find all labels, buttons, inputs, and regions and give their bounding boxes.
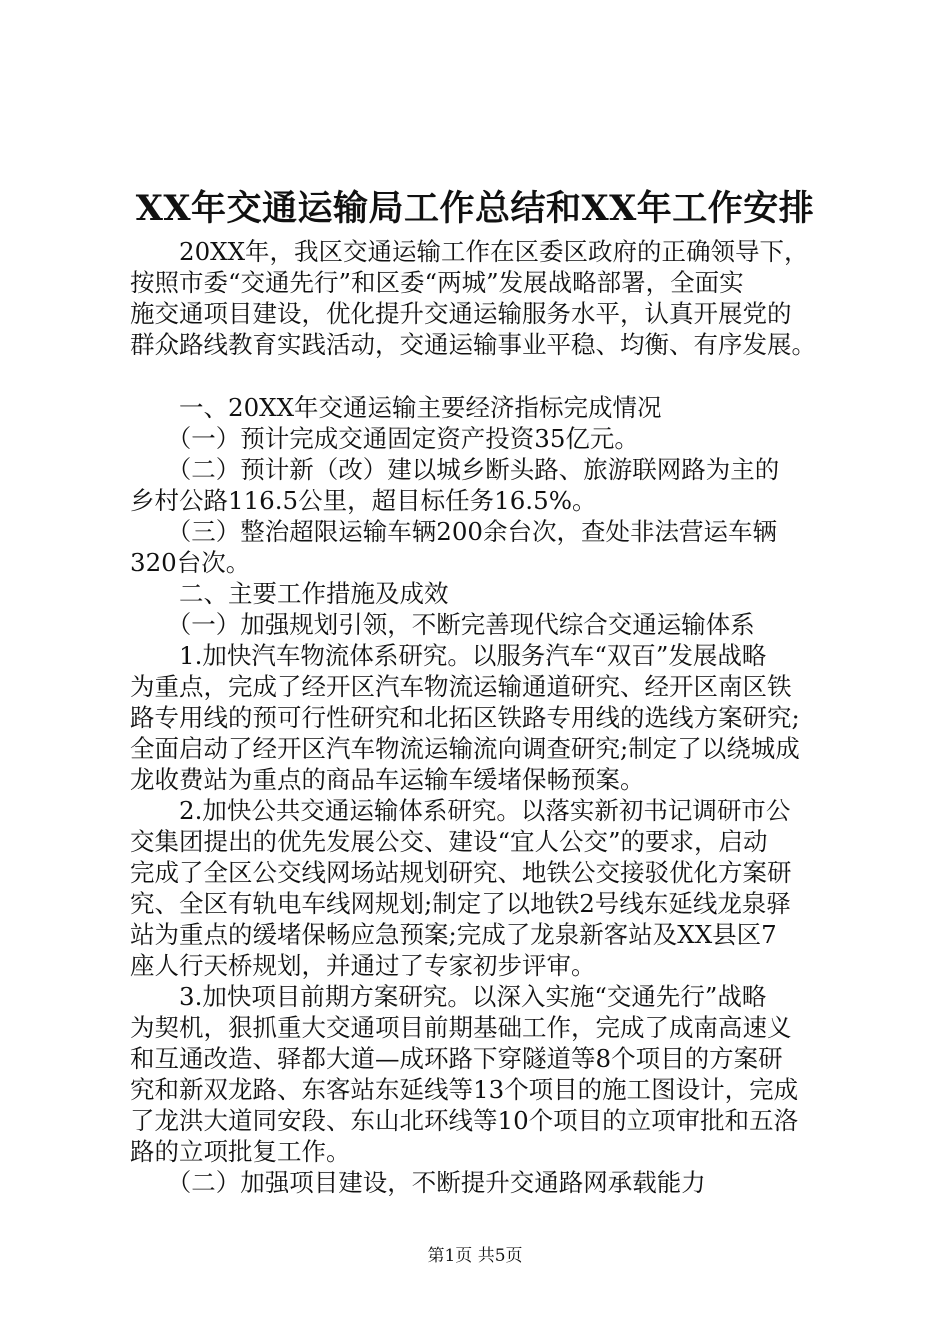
text-line: 究、全区有轨电车线网规划;制定了以地铁2号线东延线龙泉驿 <box>130 889 791 918</box>
text-line: 了龙洪大道同安段、东山北环线等10个项目的立项审批和五洛 <box>130 1106 799 1135</box>
section-heading: 二、主要工作措施及成效 <box>130 579 449 608</box>
text-line: 为重点，完成了经开区汽车物流运输通道研究、经开区南区铁 <box>130 672 792 701</box>
text-line: 交集团提出的优先发展公交、建设“宜人公交”的要求，启动 <box>130 827 768 856</box>
text-line: 座人行天桥规划，并通过了专家初步评审。 <box>130 951 596 980</box>
body-section <box>130 392 830 1198</box>
text-line: 和互通改造、驿都大道—成环路下穿隧道等8个项目的方案研 <box>130 1044 783 1073</box>
text-line: 完成了全区公交线网场站规划研究、地铁公交接驳优化方案研 <box>130 858 792 887</box>
text-line: （二）预计新（改）建以城乡断头路、旅游联网路为主的 <box>130 455 780 484</box>
text-line: 站为重点的缓堵保畅应急预案;完成了龙泉新客站及XX县区7 <box>130 920 777 949</box>
text-line: 3.加快项目前期方案研究。以深入实施“交通先行”战略 <box>130 982 767 1011</box>
text-line: 路专用线的预可行性研究和北拓区铁路专用线的选线方案研究; <box>130 703 800 732</box>
subsection-heading: （二）加强项目建设，不断提升交通路网承载能力 <box>130 1168 706 1197</box>
text-line: 1.加快汽车物流体系研究。以服务汽车“双百”发展战略 <box>130 641 767 670</box>
section-heading: 一、20XX年交通运输主要经济指标完成情况 <box>130 393 662 422</box>
page-number-footer: 第1页 共5页 <box>427 1246 523 1266</box>
text-line: 龙收费站为重点的商品车运输车缓堵保畅预案。 <box>130 765 645 794</box>
text-line: 2.加快公共交通运输体系研究。以落实新初书记调研市公 <box>130 796 791 825</box>
text-line: 施交通项目建设，优化提升交通运输服务水平，认真开展党的 <box>130 299 792 328</box>
text-line: 按照市委“交通先行”和区委“两城”发展战略部署，全面实 <box>130 268 744 297</box>
text-line: 20XX年，我区交通运输工作在区委区政府的正确领导下， <box>130 237 809 266</box>
text-line: 320台次。 <box>130 548 251 577</box>
document-title: XX年交通运输局工作总结和XX年工作安排 <box>135 188 815 229</box>
text-line: （三）整治超限运输车辆200余台次，查处非法营运车辆 <box>130 517 778 546</box>
text-line: 究和新双龙路、东客站东延线等13个项目的施工图设计，完成 <box>130 1075 799 1104</box>
subsection-heading: （一）加强规划引领，不断完善现代综合交通运输体系 <box>130 610 755 639</box>
text-line: （一）预计完成交通固定资产投资35亿元。 <box>130 424 639 453</box>
text-line: 乡村公路116.5公里，超目标任务16.5%。 <box>130 486 597 515</box>
intro-paragraph <box>130 236 830 360</box>
text-line: 全面启动了经开区汽车物流运输流向调查研究;制定了以绕城成 <box>130 734 800 763</box>
text-line: 群众路线教育实践活动，交通运输事业平稳、均衡、有序发展。 <box>130 330 816 359</box>
text-line: 路的立项批复工作。 <box>130 1137 351 1166</box>
text-line: 为契机，狠抓重大交通项目前期基础工作，完成了成南高速义 <box>130 1013 792 1042</box>
